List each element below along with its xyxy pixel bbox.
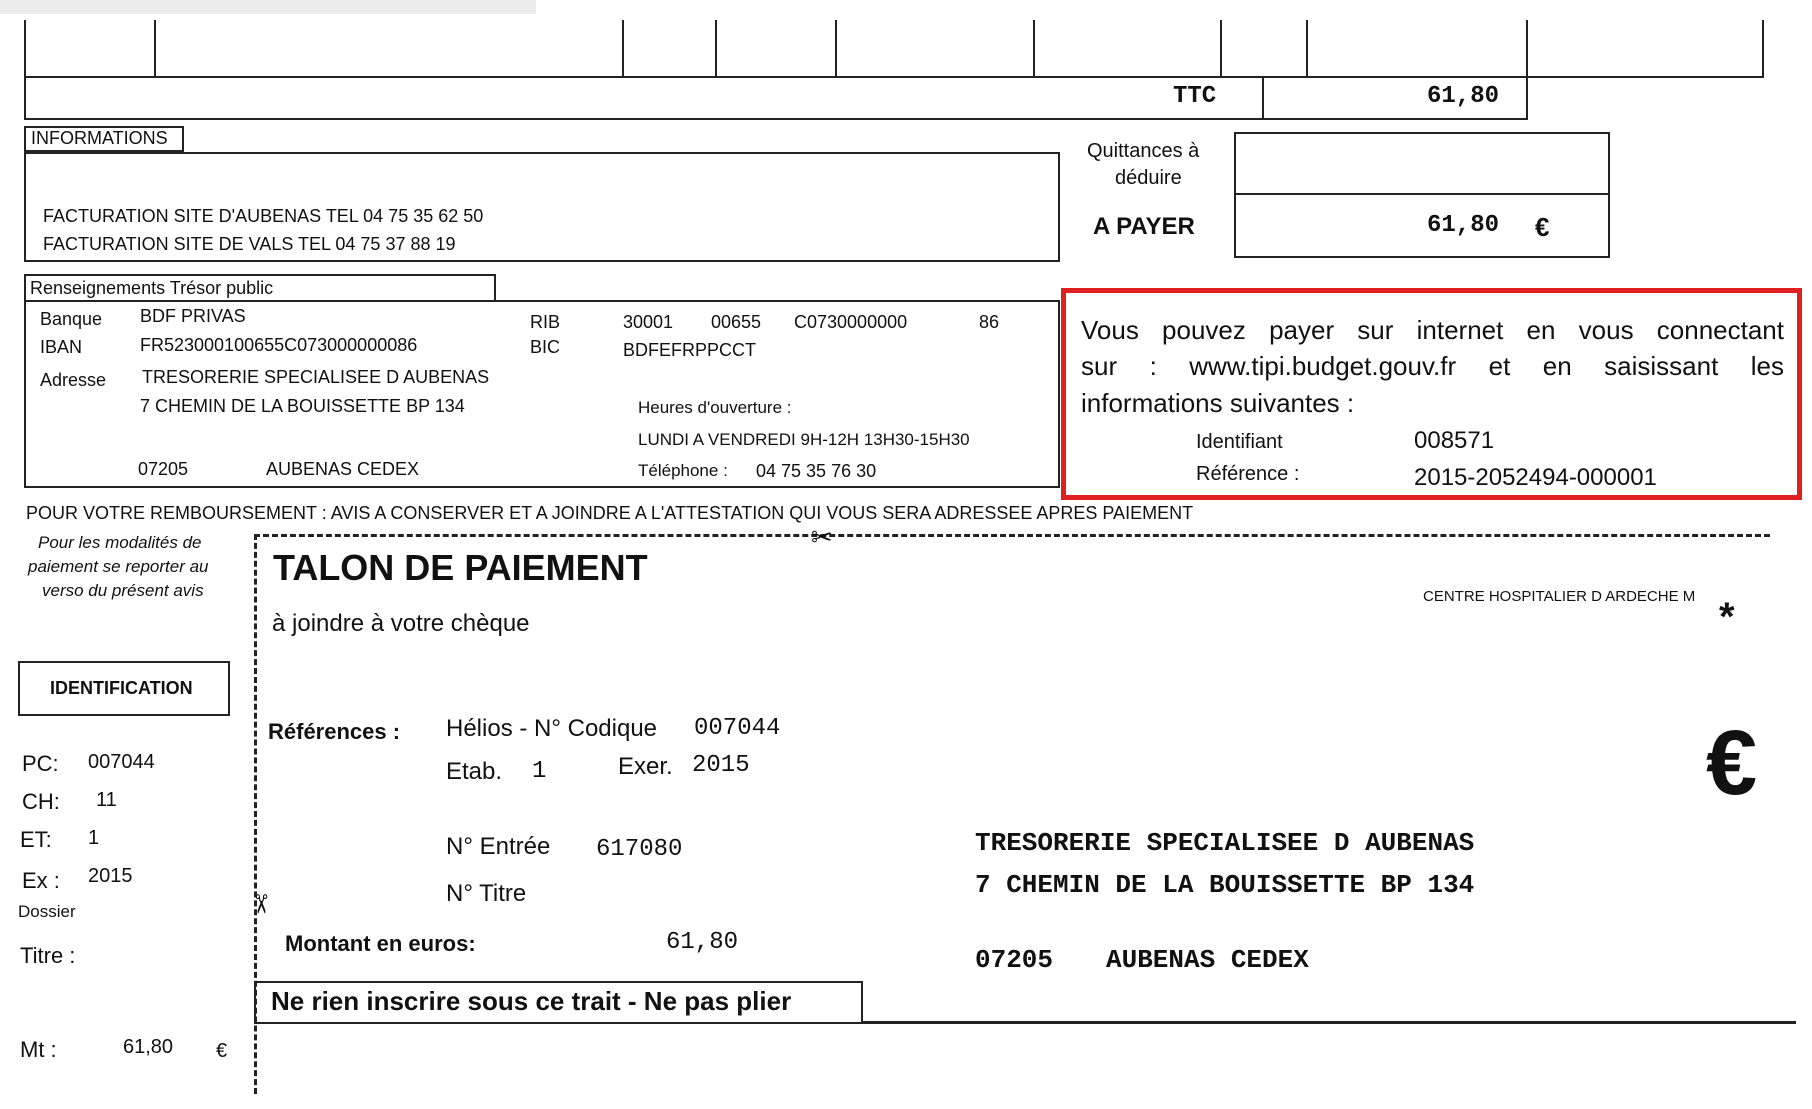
exer-value: 2015 (692, 752, 750, 779)
ttc-label: TTC (1173, 83, 1217, 110)
entree-value: 617080 (596, 836, 683, 863)
tresor-city: AUBENAS CEDEX (266, 459, 420, 479)
telephone-value: 04 75 35 76 30 (756, 461, 877, 481)
bic-label: BIC (530, 337, 561, 357)
quittances-label-2: déduire (1115, 167, 1182, 189)
etab-value: 1 (532, 758, 547, 785)
identifiant-label: Identifiant (1196, 431, 1283, 453)
telephone-label: Téléphone : (638, 461, 728, 480)
a-payer-currency: € (1535, 212, 1550, 242)
informations-title: INFORMATIONS (31, 128, 168, 148)
a-payer-label: A PAYER (1093, 213, 1195, 240)
internet-line-1: Vous pouvez payer sur internet en vous connectant (1081, 315, 1784, 345)
et-label: ET: (20, 827, 52, 852)
banque-value: BDF PRIVAS (140, 306, 246, 326)
adresse-line-1: TRESORERIE SPECIALISEE D AUBENAS (142, 367, 490, 387)
entree-label: N° Entrée (446, 833, 551, 860)
titre-label: Titre : (20, 943, 76, 968)
tresor-postcode: 07205 (138, 459, 189, 479)
identifiant-value: 008571 (1414, 427, 1495, 454)
ex-value: 2015 (88, 865, 133, 887)
a-payer-value: 61,80 (1427, 212, 1500, 239)
cut-line-horizontal (254, 534, 1770, 537)
adresse-label: Adresse (40, 370, 107, 390)
banque-label: Banque (40, 309, 103, 329)
talon-subtitle: à joindre à votre chèque (272, 610, 530, 637)
scissors-icon: ✂ (245, 893, 276, 915)
helios-label: Hélios - N° Codique (446, 715, 658, 742)
dossier-label: Dossier (18, 902, 76, 921)
references-label: Références : (268, 719, 401, 744)
rib-label: RIB (530, 312, 561, 332)
stub-note-1: Pour les modalités de (38, 533, 202, 552)
ch-value: 11 (96, 789, 117, 811)
pc-label: PC: (22, 751, 59, 776)
informations-line-1: FACTURATION SITE D'AUBENAS TEL 04 75 35 62 50 (43, 206, 484, 226)
helios-value: 007044 (694, 715, 781, 742)
montant-value: 61,80 (666, 929, 739, 956)
iban-label: IBAN (40, 337, 83, 357)
quittances-box (1234, 132, 1610, 258)
montant-label: Montant en euros: (285, 931, 476, 956)
centre-hospitalier: CENTRE HOSPITALIER D ARDECHE M (1423, 588, 1696, 605)
no-write-line (862, 1021, 1796, 1024)
ch-label: CH: (22, 789, 60, 814)
asterisk-mark: * (1719, 595, 1735, 639)
scissors-icon: ✂ (811, 522, 833, 552)
internet-line-2: sur : www.tipi.budget.gouv.fr et en saisissant les (1081, 351, 1784, 381)
address-postcode: 07205 (975, 945, 1054, 975)
reference-label: Référence : (1196, 463, 1300, 485)
rib-part-4: 86 (979, 312, 1000, 332)
address-line-2: 7 CHEMIN DE LA BOUISSETTE BP 134 (975, 870, 1475, 900)
rib-part-3: C0730000000 (794, 312, 908, 332)
tresor-title: Renseignements Trésor public (30, 278, 274, 298)
top-scan-strip (0, 0, 536, 14)
address-city: AUBENAS CEDEX (1106, 945, 1309, 975)
et-value: 1 (88, 827, 100, 849)
bic-value: BDFEFRPPCCT (623, 340, 757, 360)
informations-line-2: FACTURATION SITE DE VALS TEL 04 75 37 88 19 (43, 234, 456, 254)
heures-value: LUNDI A VENDREDI 9H-12H 13H30-15H30 (638, 430, 970, 449)
iban-value: FR523000100655C073000000086 (140, 335, 418, 355)
mt-label: Mt : (20, 1037, 57, 1062)
exer-label: Exer. (618, 753, 673, 780)
ttc-value: 61,80 (1427, 83, 1500, 110)
titre-ref-label: N° Titre (446, 880, 527, 907)
adresse-line-2: 7 CHEMIN DE LA BOUISSETTE BP 134 (140, 396, 465, 416)
mt-currency: € (216, 1040, 228, 1062)
pc-value: 007044 (88, 751, 155, 773)
identification-label: IDENTIFICATION (50, 678, 193, 698)
etab-label: Etab. (446, 758, 503, 785)
rib-part-2: 00655 (711, 312, 762, 332)
euro-symbol: € (1706, 712, 1758, 814)
stub-note-3: verso du présent avis (42, 581, 204, 600)
stub-note-2: paiement se reporter au (28, 557, 209, 576)
internet-line-3: informations suivantes : (1081, 388, 1355, 418)
reference-value: 2015-2052494-000001 (1414, 464, 1657, 491)
heures-label: Heures d'ouverture : (638, 398, 792, 417)
address-line-1: TRESORERIE SPECIALISEE D AUBENAS (975, 828, 1475, 858)
rib-part-1: 30001 (623, 312, 674, 332)
quittances-label-1: Quittances à (1087, 140, 1200, 162)
ex-label: Ex : (22, 868, 60, 893)
talon-title: TALON DE PAIEMENT (273, 547, 648, 588)
no-write-label: Ne rien inscrire sous ce trait - Ne pas plier (271, 986, 792, 1016)
remboursement-notice: POUR VOTRE REMBOURSEMENT : AVIS A CONSERVER ET A JOINDRE A L'ATTESTATION QUI VOUS SERA ADRESSEE APRES PAIEMENT (26, 503, 1194, 523)
mt-value: 61,80 (123, 1036, 174, 1058)
